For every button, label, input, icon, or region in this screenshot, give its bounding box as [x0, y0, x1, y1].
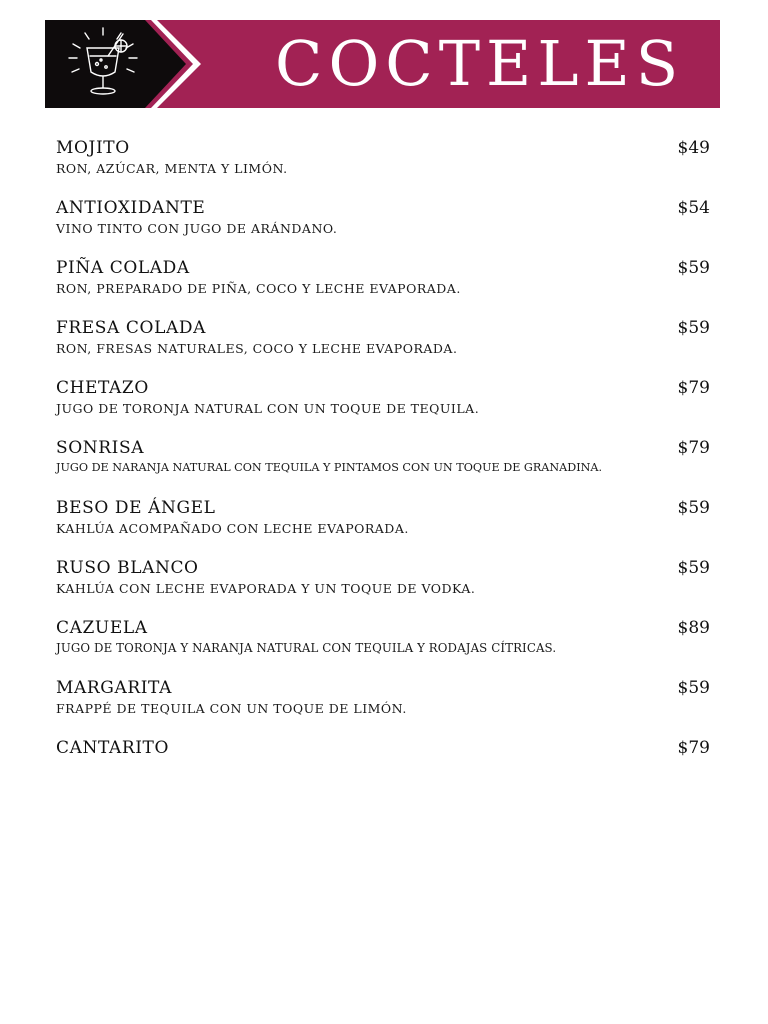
item-price: $79 [677, 438, 710, 458]
item-description: FRAPPÉ DE TEQUILA CON UN TOQUE DE LIMÓN. [56, 701, 407, 716]
item-price: $49 [677, 138, 710, 158]
item-name: RUSO BLANCO [56, 558, 199, 578]
item-price: $89 [677, 618, 710, 638]
item-price: $59 [677, 258, 710, 278]
menu-item [56, 618, 710, 678]
item-description: KAHLÚA ACOMPAÑADO CON LECHE EVAPORADA. [56, 521, 409, 536]
item-price: $79 [677, 738, 710, 758]
menu-item [56, 378, 710, 438]
menu-item [56, 498, 710, 558]
item-name: MARGARITA [56, 678, 172, 698]
menu-item-row [56, 498, 710, 520]
item-description: JUGO DE TORONJA Y NARANJA NATURAL CON TEQUILA Y RODAJAS CÍTRICAS. [56, 641, 557, 655]
menu-item [56, 738, 710, 798]
menu-item [56, 438, 710, 498]
menu-item-row [56, 618, 710, 640]
menu-item-row [56, 738, 710, 760]
menu-item-row [56, 438, 710, 460]
menu-item [56, 258, 710, 318]
item-description: JUGO DE TORONJA NATURAL CON UN TOQUE DE TEQUILA. [56, 401, 480, 416]
item-description: VINO TINTO CON JUGO DE ARÁNDANO. [56, 221, 338, 236]
item-name: MOJITO [56, 138, 130, 158]
item-name: CANTARITO [56, 738, 170, 758]
item-price: $59 [677, 498, 710, 518]
item-name: FRESA COLADA [56, 318, 206, 338]
menu-item-row [56, 558, 710, 580]
menu-item [56, 678, 710, 738]
menu-item [56, 138, 710, 198]
menu-item-row [56, 378, 710, 400]
item-price: $54 [677, 198, 710, 218]
item-description: JUGO DE NARANJA NATURAL CON TEQUILA Y PINTAMOS CON UN TOQUE DE GRANADINA. [56, 461, 603, 474]
item-price: $59 [677, 678, 710, 698]
item-name: SONRISA [56, 438, 145, 458]
item-name: CHETAZO [56, 378, 149, 398]
page-title: COCTELES [275, 27, 685, 100]
menu-item-row [56, 138, 710, 160]
item-name: BESO DE ÁNGEL [56, 498, 216, 518]
item-description: RON, PREPARADO DE PIÑA, COCO Y LECHE EVAPORADA. [56, 281, 461, 296]
item-price: $79 [677, 378, 710, 398]
item-name: CAZUELA [56, 618, 148, 638]
menu-list [56, 138, 710, 798]
header-banner [45, 20, 720, 108]
item-name: PIÑA COLADA [56, 258, 190, 278]
menu-item [56, 558, 710, 618]
menu-item [56, 318, 710, 378]
item-price: $59 [677, 558, 710, 578]
menu-item-row [56, 198, 710, 220]
item-description: RON, FRESAS NATURALES, COCO Y LECHE EVAPORADA. [56, 341, 458, 356]
item-price: $59 [677, 318, 710, 338]
item-description: KAHLÚA CON LECHE EVAPORADA Y UN TOQUE DE VODKA. [56, 581, 476, 596]
menu-item-row [56, 258, 710, 280]
menu-item-row [56, 678, 710, 700]
item-description: RON, AZÚCAR, MENTA Y LIMÓN. [56, 161, 288, 176]
menu-item [56, 198, 710, 258]
item-name: ANTIOXIDANTE [56, 198, 206, 218]
cocktail-glass-icon [63, 26, 143, 102]
menu-item-row [56, 318, 710, 340]
